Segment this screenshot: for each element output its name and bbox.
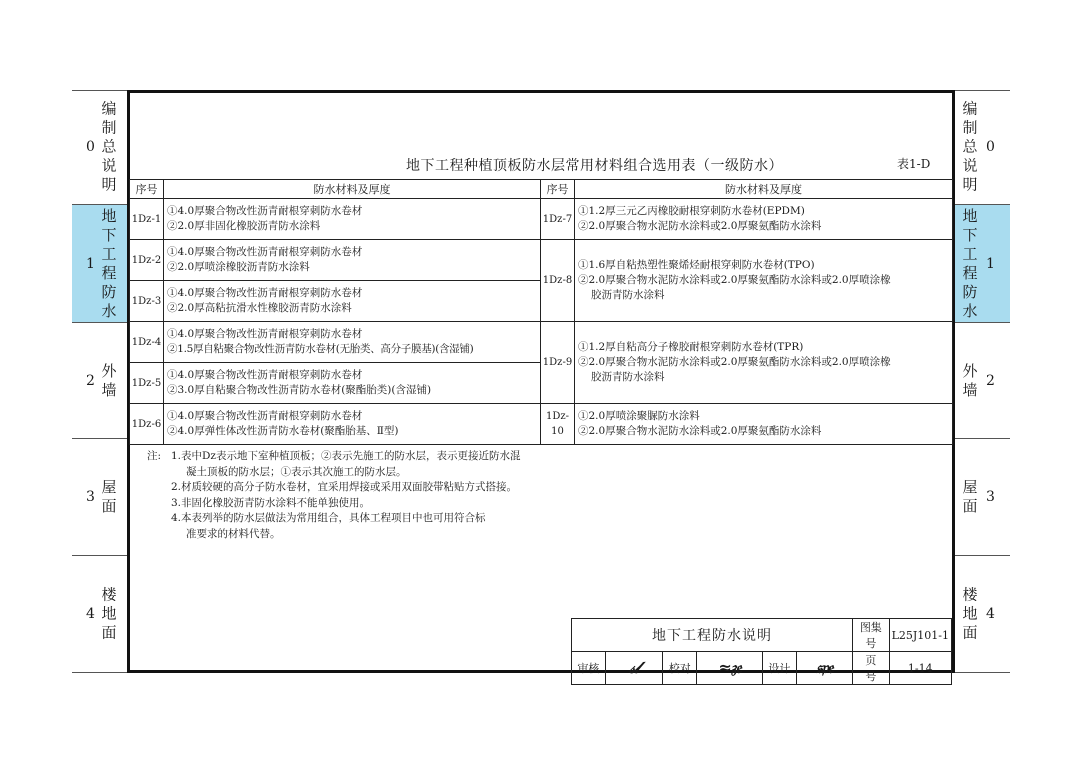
- row-material: [164, 363, 541, 404]
- row-no: 1Dz-9: [541, 322, 575, 404]
- row-material: [164, 404, 541, 445]
- drawing-frame: [127, 90, 955, 683]
- sidebar-item-exterior-wall[interactable]: [72, 323, 127, 439]
- section-number: 1: [986, 255, 995, 272]
- sidebar-item-general[interactable]: [955, 90, 1010, 205]
- reviewer-signature: 𝓈𝓁: [605, 652, 663, 685]
- note-line: 准要求的材料代替。: [186, 527, 281, 540]
- section-name: 编制总说明: [101, 99, 117, 194]
- title-block: [571, 618, 952, 685]
- notes: [147, 449, 520, 542]
- row-material: [164, 322, 541, 363]
- section-number: 2: [986, 372, 995, 389]
- header-material: 防水材料及厚度: [164, 180, 541, 199]
- material-line: ①2.0厚喷涂聚脲防水涂料: [578, 410, 700, 422]
- row-material: [575, 199, 953, 240]
- header-no: 序号: [541, 180, 575, 199]
- material-line: ②2.0厚喷涂橡胶沥青防水涂料: [167, 261, 310, 273]
- section-number: 0: [86, 139, 95, 155]
- note-line: 3.非固化橡胶沥青防水涂料不能单独使用。: [171, 496, 371, 509]
- sidebar-item-general[interactable]: [72, 90, 127, 205]
- row-material: [575, 404, 953, 445]
- section-name: 屋面: [101, 478, 117, 515]
- material-line: ②2.0厚聚合物水泥防水涂料或2.0厚聚氨酯防水涂料: [578, 425, 822, 437]
- section-number: 3: [86, 489, 95, 505]
- review-label: 审核: [572, 652, 606, 685]
- material-line: ①4.0厚聚合物改性沥青耐根穿刺防水卷材: [167, 328, 363, 340]
- notes-lead: 注:: [147, 450, 162, 462]
- header-no: 序号: [130, 180, 164, 199]
- table-number: 表1-D: [897, 157, 931, 171]
- row-no: 1Dz-6: [130, 404, 164, 445]
- note-line: 2.材质较硬的高分子防水卷材，宜采用焊接或采用双面胶带粘贴方式搭接。: [171, 481, 518, 493]
- sidebar-item-underground[interactable]: [955, 205, 1010, 323]
- table-header-row: [130, 180, 953, 199]
- atlas-label: 图集号: [853, 619, 890, 652]
- material-line: ①4.0厚聚合物改性沥青耐根穿刺防水卷材: [167, 369, 363, 381]
- left-sidebar: [72, 90, 127, 673]
- note-line: 1.表中Dz表示地下室种植顶板；②表示先施工的防水层，表示更接近防水混: [171, 450, 521, 462]
- sidebar-item-roof[interactable]: [72, 439, 127, 556]
- row-no: 1Dz-10: [541, 404, 575, 445]
- material-line: ①4.0厚聚合物改性沥青耐根穿刺防水卷材: [167, 205, 363, 217]
- section-number: 3: [986, 489, 995, 505]
- section-number: 1: [86, 255, 95, 272]
- row-material: [575, 240, 953, 322]
- checker-signature: ≈𝔷𝔢: [697, 652, 763, 685]
- section-number: 4: [986, 606, 995, 622]
- material-line: ②2.0厚非固化橡胶沥青防水涂料: [167, 220, 321, 232]
- table-row: [130, 199, 953, 240]
- section-number: 2: [86, 372, 95, 389]
- material-line: ②4.0厚弹性体改性沥青防水卷材(聚酯胎基、Ⅱ型): [167, 425, 399, 437]
- section-number: 4: [86, 606, 95, 622]
- note-line: 4.本表列举的防水层做法为常用组合，具体工程项目中也可用符合标: [171, 512, 486, 524]
- check-label: 校对: [663, 652, 697, 685]
- row-no: 1Dz-5: [130, 363, 164, 404]
- section-name: 编制总说明: [962, 99, 978, 194]
- sidebar-item-exterior-wall[interactable]: [955, 323, 1010, 439]
- sidebar-item-underground[interactable]: [72, 205, 127, 323]
- row-material: [164, 199, 541, 240]
- note-line: 凝土顶板的防水层；①表示其次施工的防水层。: [186, 465, 407, 478]
- section-name: 地下工程防水: [962, 206, 978, 320]
- atlas-number: L25J101-1: [889, 619, 951, 652]
- row-no: 1Dz-2: [130, 240, 164, 281]
- row-material: [164, 240, 541, 281]
- table-row: [130, 322, 953, 363]
- section-name: 楼地面: [962, 585, 978, 642]
- section-name: 地下工程防水: [101, 206, 117, 320]
- row-no: 1Dz-1: [130, 199, 164, 240]
- material-line: ②2.0厚聚合物水泥防水涂料或2.0厚聚氨酯防水涂料: [578, 220, 822, 232]
- page-label: 页 号: [853, 652, 890, 685]
- sidebar-item-floor[interactable]: [955, 556, 1010, 673]
- material-line: 胶沥青防水涂料: [591, 371, 665, 383]
- sidebar-item-floor[interactable]: [72, 556, 127, 673]
- drawing-title: 地下工程防水说明: [572, 619, 853, 652]
- designer-signature: 𝔰𝔭𝔢: [796, 652, 852, 685]
- table-title: 地下工程种植顶板防水层常用材料组合选用表（一级防水）: [406, 158, 783, 174]
- material-line: ①1.2厚自粘高分子橡胶耐根穿刺防水卷材(TPR): [578, 341, 804, 353]
- material-line: ①4.0厚聚合物改性沥青耐根穿刺防水卷材: [167, 287, 363, 299]
- material-line: ①4.0厚聚合物改性沥青耐根穿刺防水卷材: [167, 410, 363, 422]
- material-line: ①4.0厚聚合物改性沥青耐根穿刺防水卷材: [167, 246, 363, 258]
- row-material: [164, 281, 541, 322]
- material-line: ②3.0厚自粘聚合物改性沥青防水卷材(聚酯胎类)(含湿铺): [167, 384, 432, 396]
- material-line: ②2.0厚聚合物水泥防水涂料或2.0厚聚氨酯防水涂料或2.0厚喷涂橡: [578, 356, 891, 368]
- row-no: 1Dz-7: [541, 199, 575, 240]
- material-line: ②2.0厚聚合物水泥防水涂料或2.0厚聚氨酯防水涂料或2.0厚喷涂橡: [578, 274, 891, 286]
- material-line: 胶沥青防水涂料: [591, 289, 665, 301]
- sidebar-item-roof[interactable]: [955, 439, 1010, 556]
- row-no: 1Dz-4: [130, 322, 164, 363]
- right-sidebar: [955, 90, 1010, 673]
- row-no: 1Dz-3: [130, 281, 164, 322]
- header-material: 防水材料及厚度: [575, 180, 953, 199]
- material-line: ①1.6厚自粘热塑性聚烯烃耐根穿刺防水卷材(TPO): [578, 259, 815, 271]
- row-material: [575, 322, 953, 404]
- page-number: 1-14: [889, 652, 951, 685]
- table-row: [130, 404, 953, 445]
- section-name: 屋面: [962, 478, 978, 515]
- material-line: ①1.2厚三元乙丙橡胶耐根穿刺防水卷材(EPDM): [578, 205, 805, 217]
- section-number: 0: [986, 139, 995, 155]
- section-name: 楼地面: [101, 585, 117, 642]
- material-line: ②2.0厚高粘抗滑水性橡胶沥青防水涂料: [167, 302, 352, 314]
- table-row: [130, 240, 953, 281]
- design-label: 设计: [763, 652, 797, 685]
- material-line: ②1.5厚自粘聚合物改性沥青防水卷材(无胎类、高分子膜基)(含湿铺): [167, 343, 474, 355]
- section-name: 外墙: [962, 361, 978, 399]
- materials-table: [129, 179, 953, 445]
- row-no: 1Dz-8: [541, 240, 575, 322]
- section-name: 外墙: [101, 361, 117, 399]
